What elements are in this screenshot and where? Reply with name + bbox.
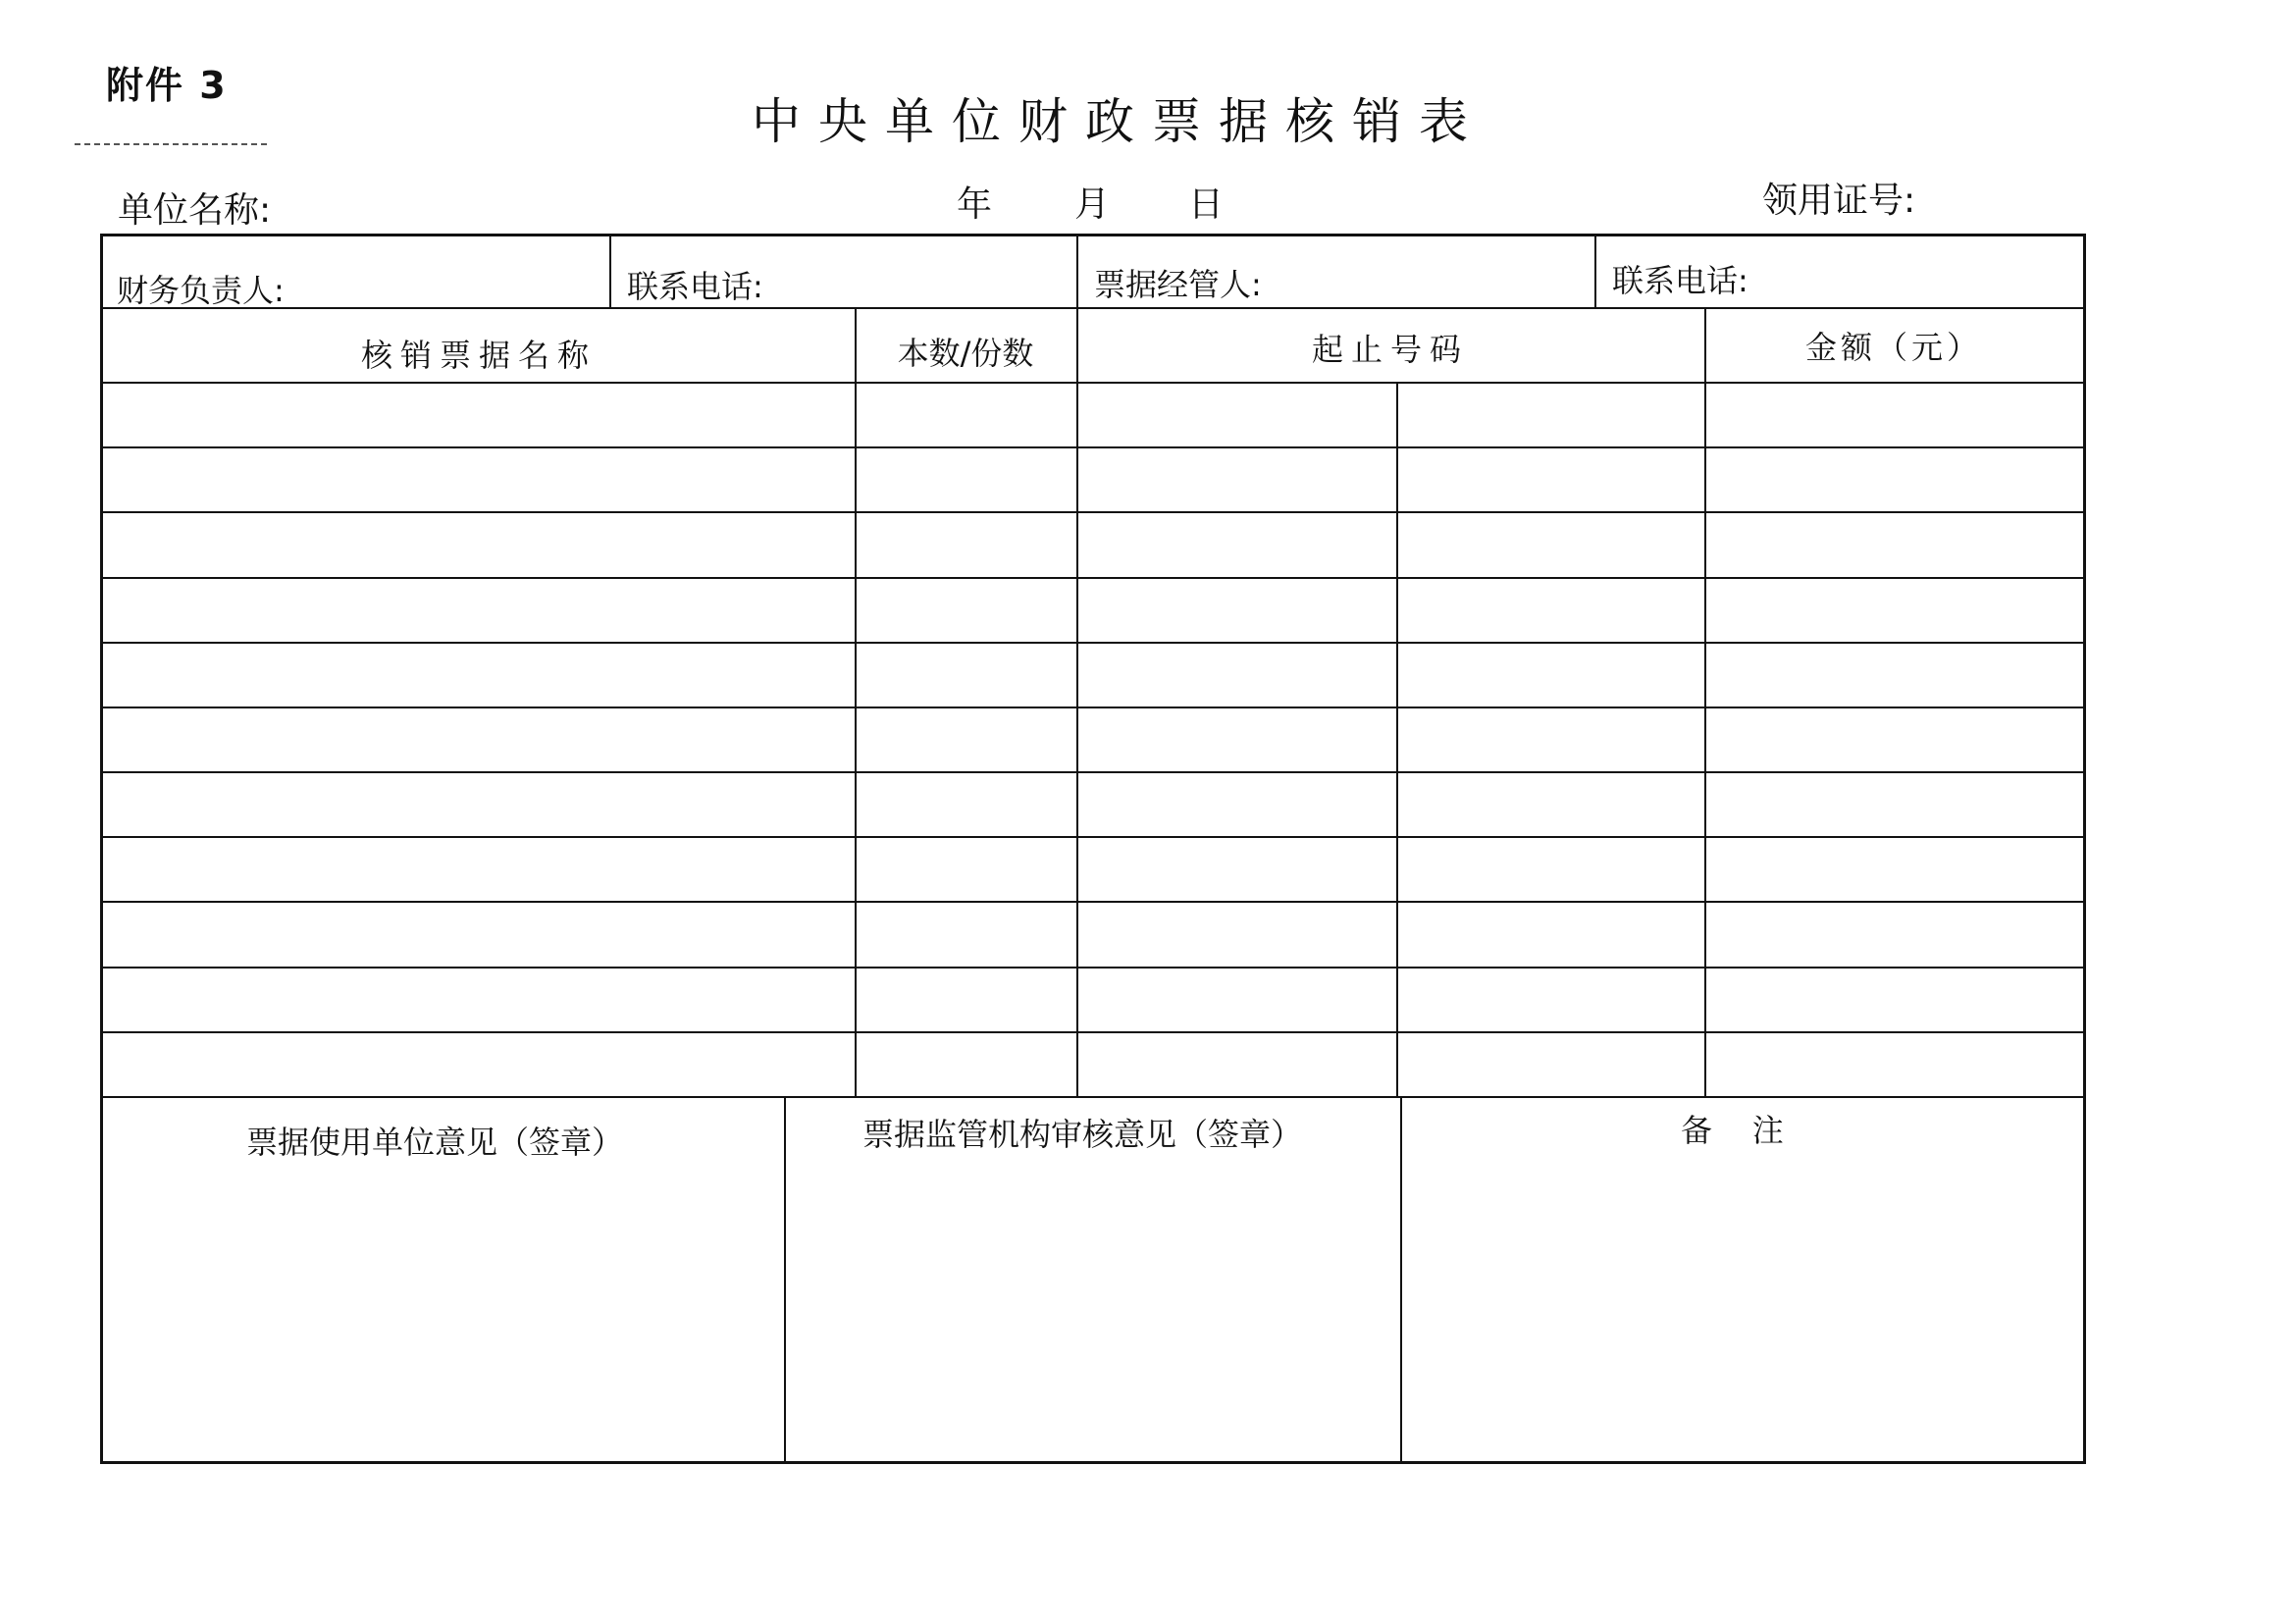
row-cell-start-number[interactable] xyxy=(1076,511,1396,576)
form-title: 中央单位财政票据核销表 xyxy=(752,93,1486,150)
row-cell-amount[interactable] xyxy=(1704,577,2083,642)
row-cell-end-number[interactable] xyxy=(1396,836,1704,901)
row-cell-count[interactable] xyxy=(855,382,1076,446)
divider xyxy=(784,1096,786,1461)
row-cell-name[interactable] xyxy=(103,967,855,1031)
table-row xyxy=(103,901,2083,966)
divider xyxy=(1400,1096,1402,1461)
table-row xyxy=(103,511,2083,576)
row-cell-count[interactable] xyxy=(855,836,1076,901)
row-cell-name[interactable] xyxy=(103,642,855,707)
row-cell-amount[interactable] xyxy=(1704,836,2083,901)
row-cell-amount[interactable] xyxy=(1704,967,2083,1031)
row-cell-name[interactable] xyxy=(103,577,855,642)
row-cell-end-number[interactable] xyxy=(1396,642,1704,707)
divider xyxy=(1076,236,1078,307)
row-cell-end-number[interactable] xyxy=(1396,707,1704,771)
row-cell-end-number[interactable] xyxy=(1396,771,1704,836)
row-cell-end-number[interactable] xyxy=(1396,901,1704,966)
row-cell-name[interactable] xyxy=(103,382,855,446)
row-cell-amount[interactable] xyxy=(1704,511,2083,576)
row-cell-end-number[interactable] xyxy=(1396,382,1704,446)
attachment-divider xyxy=(75,143,267,145)
row-cell-count[interactable] xyxy=(855,967,1076,1031)
unit-opinion-box[interactable]: 票据使用单位意见（签章） xyxy=(246,1124,624,1161)
divider xyxy=(609,236,611,307)
bill-manager-field[interactable]: 票据经管人: xyxy=(1094,266,1262,303)
table-body xyxy=(103,382,2083,1096)
divider xyxy=(1594,236,1596,307)
date-year-label: 年 xyxy=(957,184,993,225)
date-day-label: 日 xyxy=(1188,184,1225,225)
row-cell-count[interactable] xyxy=(855,511,1076,576)
table-row xyxy=(103,967,2083,1031)
row-cell-count[interactable] xyxy=(855,901,1076,966)
reconciliation-table xyxy=(100,234,2086,1464)
permit-number-label: 领用证号: xyxy=(1762,181,1916,221)
row-cell-amount[interactable] xyxy=(1704,1031,2083,1096)
row-cell-end-number[interactable] xyxy=(1396,577,1704,642)
divider xyxy=(103,1096,2083,1098)
row-cell-amount[interactable] xyxy=(1704,771,2083,836)
table-row xyxy=(103,1031,2083,1096)
remarks-box[interactable]: 备 注 xyxy=(1681,1112,1784,1149)
row-cell-start-number[interactable] xyxy=(1076,446,1396,511)
row-cell-start-number[interactable] xyxy=(1076,642,1396,707)
row-cell-amount[interactable] xyxy=(1704,642,2083,707)
row-cell-end-number[interactable] xyxy=(1396,511,1704,576)
table-row xyxy=(103,577,2083,642)
row-cell-start-number[interactable] xyxy=(1076,707,1396,771)
row-cell-count[interactable] xyxy=(855,707,1076,771)
row-cell-end-number[interactable] xyxy=(1396,1031,1704,1096)
row-cell-count[interactable] xyxy=(855,642,1076,707)
row-cell-start-number[interactable] xyxy=(1076,1031,1396,1096)
table-row xyxy=(103,771,2083,836)
divider xyxy=(103,307,2083,309)
date-month-label: 月 xyxy=(1074,184,1111,225)
row-cell-amount[interactable] xyxy=(1704,446,2083,511)
finance-head-field[interactable]: 财务负责人: xyxy=(117,272,285,309)
phone-field-1[interactable]: 联系电话: xyxy=(627,268,763,305)
row-cell-start-number[interactable] xyxy=(1076,771,1396,836)
row-cell-count[interactable] xyxy=(855,771,1076,836)
row-cell-count[interactable] xyxy=(855,446,1076,511)
row-cell-start-number[interactable] xyxy=(1076,577,1396,642)
row-cell-start-number[interactable] xyxy=(1076,382,1396,446)
row-cell-start-number[interactable] xyxy=(1076,836,1396,901)
row-cell-name[interactable] xyxy=(103,836,855,901)
row-cell-count[interactable] xyxy=(855,577,1076,642)
row-cell-end-number[interactable] xyxy=(1396,967,1704,1031)
row-cell-name[interactable] xyxy=(103,1031,855,1096)
table-row xyxy=(103,836,2083,901)
column-header-count: 本数/份数 xyxy=(897,335,1034,372)
table-row xyxy=(103,707,2083,771)
row-cell-amount[interactable] xyxy=(1704,901,2083,966)
supervisor-opinion-box[interactable]: 票据监管机构审核意见（签章） xyxy=(862,1116,1303,1153)
unit-name-label: 单位名称: xyxy=(118,190,272,231)
row-cell-amount[interactable] xyxy=(1704,382,2083,446)
row-cell-name[interactable] xyxy=(103,511,855,576)
column-header-amount: 金额（元） xyxy=(1804,329,1982,366)
row-cell-name[interactable] xyxy=(103,707,855,771)
table-row xyxy=(103,446,2083,511)
row-cell-name[interactable] xyxy=(103,446,855,511)
row-cell-start-number[interactable] xyxy=(1076,967,1396,1031)
row-cell-end-number[interactable] xyxy=(1396,446,1704,511)
row-cell-name[interactable] xyxy=(103,771,855,836)
row-cell-start-number[interactable] xyxy=(1076,901,1396,966)
row-cell-count[interactable] xyxy=(855,1031,1076,1096)
table-row xyxy=(103,382,2083,446)
attachment-label: 附件 3 xyxy=(106,64,228,107)
row-cell-amount[interactable] xyxy=(1704,707,2083,771)
row-cell-name[interactable] xyxy=(103,901,855,966)
table-row xyxy=(103,642,2083,707)
column-header-name: 核销票据名称 xyxy=(360,337,597,374)
phone-field-2[interactable]: 联系电话: xyxy=(1612,262,1748,299)
column-header-range: 起止号码 xyxy=(1311,331,1469,368)
